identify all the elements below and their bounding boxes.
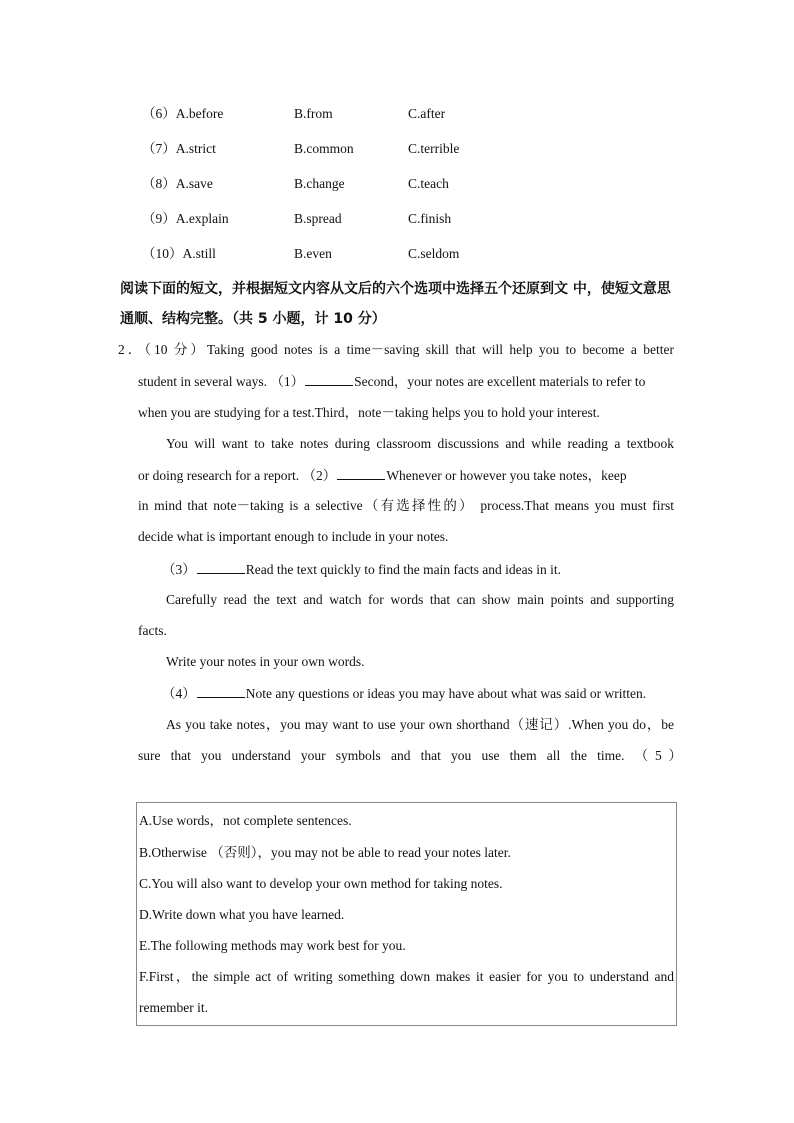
option-a: （6）A.before [142,106,224,121]
passage-text: Second，your notes are excellent materials to refer to [354,374,646,389]
passage-line: decide what is important enough to include in your notes. [138,529,449,544]
passage-line: 2．（10 分）Taking good notes is a time－saving skill that will help you to become a better [118,342,674,357]
instructions-line-2: 通顺、结构完整。（共 5 小题，计 10 分） [120,311,386,327]
choice-a: A.Use words，not complete sentences. [139,813,352,828]
choice-c: C.You will also want to develop your own method for taking notes. [139,876,503,891]
option-a: （10）A.still [142,246,216,261]
passage-line [162,683,646,703]
passage-text: Note any questions or ideas you may have about what was said or written. [245,686,647,701]
passage-line: You will want to take notes during classroom discussions and while reading a textbook [166,436,674,451]
option-b: B.even [294,246,332,261]
choice-e: E.The following methods may work best for you. [139,938,406,953]
option-c: C.after [408,106,446,121]
passage-text: （4） [162,686,196,701]
option-c: C.teach [408,176,449,191]
passage-line [138,465,674,485]
choice-f: F.First，the simple act of writing something down makes it easier for you to understand and [139,969,674,984]
passage-text: student in several ways. （1） [138,374,305,389]
option-b: B.change [294,176,345,191]
passage-line: when you are studying for a test.Third，note－taking helps you to hold your interest. [138,405,600,420]
choice-b: B.Otherwise （否则），you may not be able to read your notes later. [139,845,511,860]
passage-line: Write your notes in your own words. [166,654,365,669]
choice-d: D.Write down what you have learned. [139,907,345,922]
passage-line: Carefully read the text and watch for words that can show main points and supporting [166,592,674,607]
instructions-line-1: 阅读下面的短文，并根据短文内容从文后的六个选项中选择五个还原到文 中，使短文意思 [120,281,671,297]
option-c: C.seldom [408,246,460,261]
passage-text: Read the text quickly to find the main facts and ideas in it. [245,562,562,577]
passage-line: As you take notes，you may want to use your own shorthand（速记）.When you do，be [166,717,674,732]
passage-line [162,559,561,579]
passage-text: or doing research for a report. （2） [138,468,337,483]
option-b: B.from [294,106,333,121]
option-b: B.common [294,141,354,156]
option-b: B.spread [294,211,342,226]
passage-line: facts. [138,623,167,638]
section-instructions [120,274,680,334]
option-c: C.finish [408,211,452,226]
passage-line [138,371,674,391]
answer-blank-3 [197,559,245,574]
answer-blank-2 [337,465,385,480]
passage-text: Whenever or however you take notes，keep [386,468,627,483]
option-a: （9）A.explain [142,211,229,226]
option-a: （8）A.save [142,176,213,191]
answer-blank-4 [197,683,245,698]
option-c: C.terrible [408,141,460,156]
option-a: （7）A.strict [142,141,216,156]
choice-f-continued: remember it. [139,1000,208,1015]
passage-line: sure that you understand your symbols and that you use them all the time. （5） [138,748,682,763]
passage-line: in mind that note－taking is a selective（有选择性的） process.That means you must first [138,498,674,513]
passage-text: （3） [162,562,196,577]
answer-blank-1 [305,371,353,386]
choices-box [136,802,677,1026]
